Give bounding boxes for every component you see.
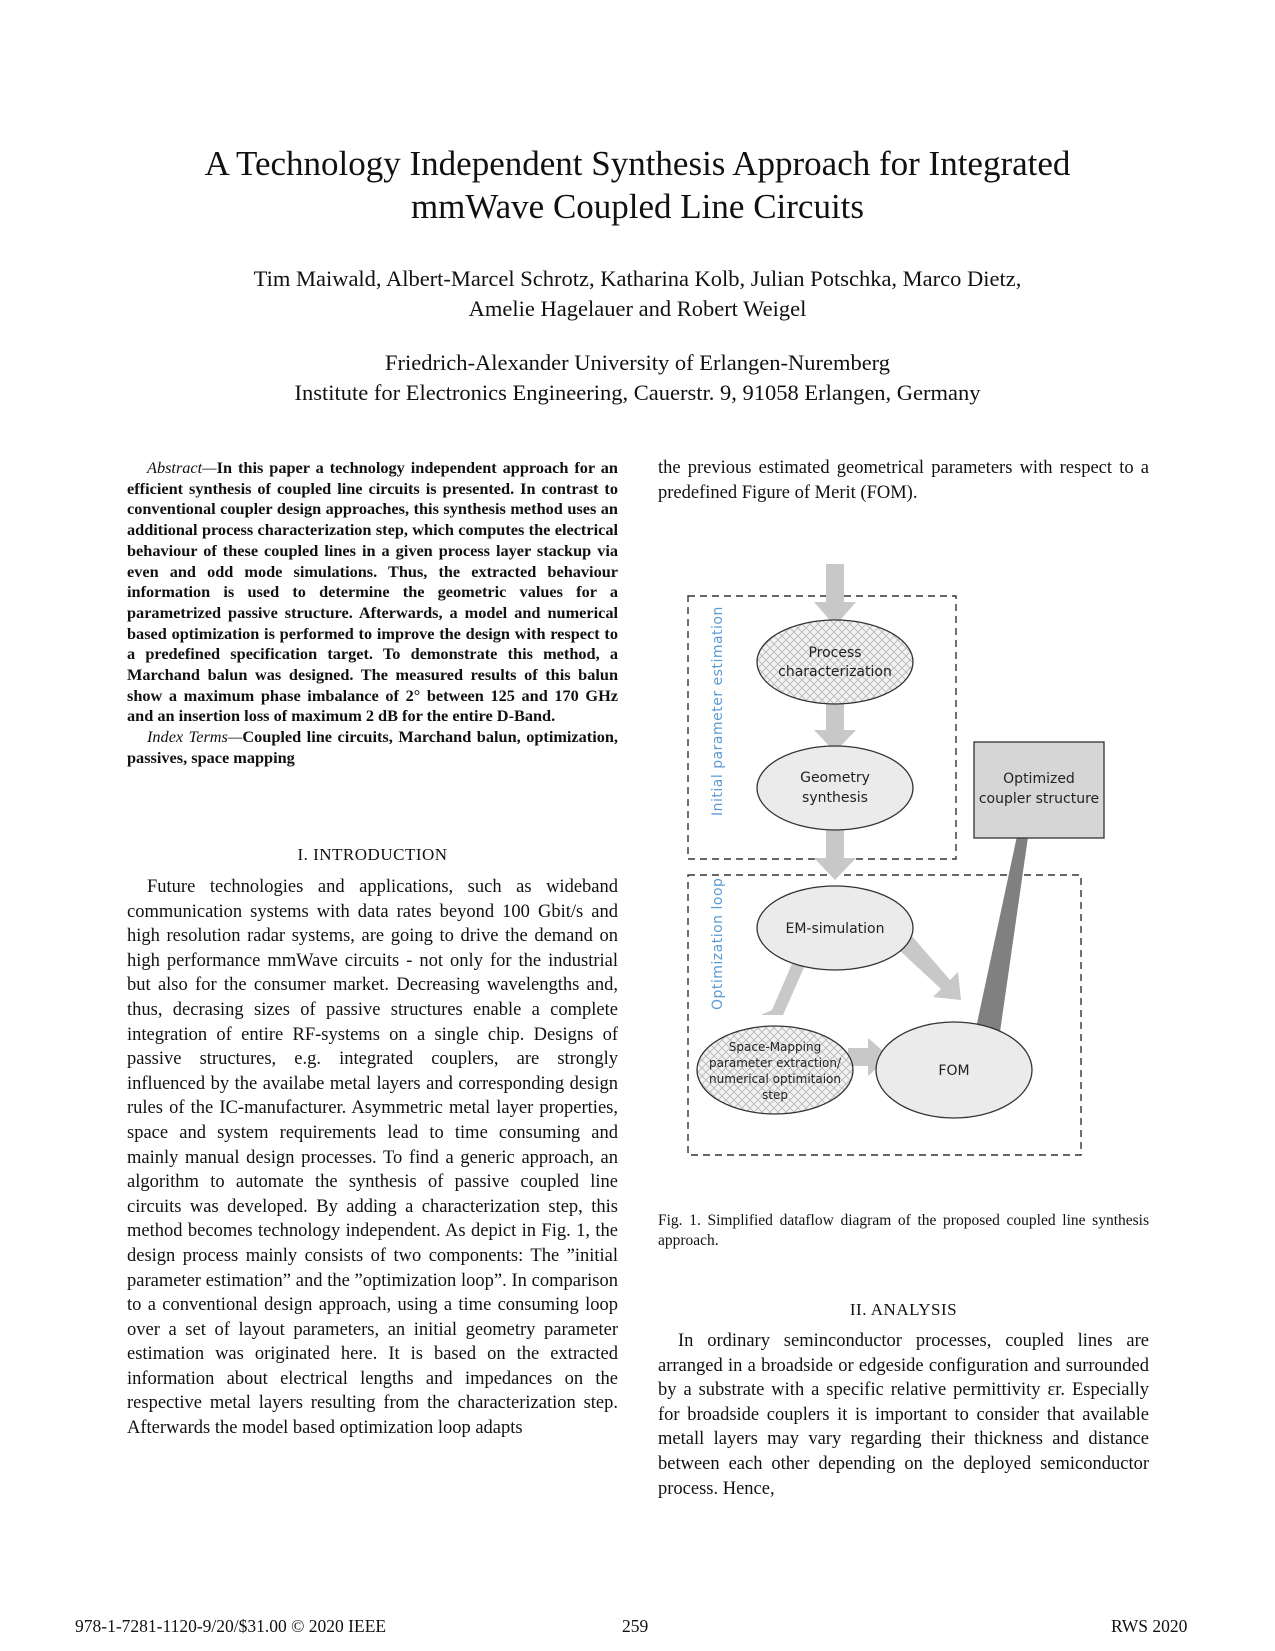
abstract-paragraph — [127, 458, 618, 727]
footer-page-number: 259 — [622, 1616, 649, 1636]
abstract-block — [127, 458, 618, 769]
section-2-body — [658, 1329, 1149, 1501]
authors-line-2: Amelie Hagelauer and Robert Weigel — [468, 296, 807, 321]
figure-1 — [658, 560, 1168, 1200]
geometry-label-1: Geometry — [800, 770, 870, 786]
space-mapping-label-1: Space-Mapping — [728, 1040, 822, 1054]
footer-isbn: 978-1-7281-1120-9/20/$31.00 © 2020 IEEE — [75, 1616, 387, 1636]
index-terms-paragraph — [127, 727, 618, 768]
geometry-to-em-arrow — [814, 828, 856, 880]
index-terms-label: Index Terms— — [147, 727, 243, 747]
authors-line-1: Tim Maiwald, Albert-Marcel Schrotz, Katharina Kolb, Julian Potschka, Marco Dietz, — [253, 266, 1022, 291]
initial-estimation-label: Initial parameter estimation — [710, 606, 726, 816]
geometry-synthesis-node — [757, 746, 913, 830]
section-2-heading: II. ANALYSIS — [849, 1300, 958, 1319]
optimized-structure-node — [974, 742, 1104, 838]
affiliation-line-2: Institute for Electronics Engineering, Cauerstr. 9, 91058 Erlangen, Germany — [294, 380, 981, 405]
author-list — [100, 264, 1175, 324]
footer-conference: RWS 2020 — [1111, 1616, 1188, 1636]
analysis-paragraph: In ordinary seminconductor processes, coupled lines are arranged in a broadside or edgeside configuration and surrounded by a substrate with a specific relative permittivity εr. Especially for broadside couplers it is important to consider that available metall layers may vary regarding their thickness and distance between each other depending on the deployed semiconductor process. Hence, — [658, 1331, 1149, 1499]
optimized-label-1: Optimized — [1003, 771, 1075, 787]
title-line-1: A Technology Independent Synthesis Approach for Integrated — [204, 144, 1071, 183]
affiliation-line-1: Friedrich-Alexander University of Erlangen-Nuremberg — [384, 350, 891, 375]
section-1-body — [127, 875, 618, 1441]
optimization-loop-label: Optimization loop — [710, 877, 726, 1010]
process-to-geometry-arrow — [814, 700, 856, 752]
space-mapping-label-4: step — [762, 1088, 788, 1102]
optimized-label-2: coupler structure — [978, 791, 1100, 807]
space-mapping-label-3: numerical optimitaion — [708, 1072, 842, 1086]
process-characterization-node — [757, 620, 913, 704]
paper-title — [100, 142, 1175, 228]
intro-paragraph: Future technologies and applications, such as wideband communication systems with data rates beyond 100 Gbit/s and high resolution radar systems, are going to drive the demand on high performance mmWave circuits - not only for the industrial but also for the consumer market. Decreasing wavelengths and, thus, decrasing sizes of passive structures enable a complete integration of entire RF-systems on a single chip. Designs of passive structures, e.g. integrated couplers, are strongly influenced by the availabe metal layers and corresponding design rules of the IC-manufacturer. Asymmetric metal layer properties, space and system requirements lead to time consuming and mainly manual design processes. To find a generic approach, an algorithm to automate the synthesis of passive coupled line circuits was developed. By adding a characterization step, this method becomes technology independent. As depict in Fig. 1, the design process mainly consists of two components: The ”initial parameter estimation” and the ”optimization loop”. In comparison to a conventional design approach, using a time consuming loop over a set of layout parameters, an initial geometry parameter estimation was originated here. It is based on the extracted information about electrical lengths and impedances on the respective metal layers resulting from the characterization step. Afterwards the model based optimization loop adapts — [127, 877, 618, 1439]
input-arrow — [814, 564, 856, 626]
index-terms-text: Coupled line circuits, Marchand balun, optimization, passives, space mapping — [127, 727, 619, 767]
geometry-label-2: synthesis — [802, 790, 868, 806]
dataflow-diagram — [658, 560, 1168, 1200]
process-label-1: Process — [808, 645, 862, 661]
title-line-2: mmWave Coupled Line Circuits — [410, 187, 865, 226]
abstract-text: In this paper a technology independent approach for an efficient synthesis of coupled line circuits is presented. In contrast to conventional coupler design approaches, this synthesis method uses an additional process characterization step, which computes the electrical behaviour of these coupled lines in a given process layer stackup via even and odd mode simulations. Thus, the extracted behaviour information is used to determine the geometric values for a parametrized passive structure. Afterwards, a model and numerical based optimization is performed to improve the design with respect to a predefined specification target. To demonstrate this method, a Marchand balun was designed. The measured results of this balun show a maximum phase imbalance of 2° between 125 and 170 GHz and an insertion loss of maximum 2 dB for the entire D-Band. — [127, 458, 618, 726]
section-1-continued — [658, 456, 1149, 505]
affiliation — [100, 348, 1175, 408]
fom-label: FOM — [938, 1063, 970, 1079]
section-1-heading: I. INTRODUCTION — [297, 845, 448, 864]
figure-1-caption: Fig. 1. Simplified dataflow diagram of the proposed coupled line synthesis approach. — [658, 1212, 1149, 1249]
intro-continued-paragraph: the previous estimated geometrical parameters with respect to a predefined Figure of Merit (FOM). — [658, 458, 1149, 503]
space-mapping-label-2: parameter extraction/ — [708, 1056, 842, 1070]
em-label: EM-simulation — [785, 921, 885, 937]
process-label-2: characterization — [778, 664, 892, 680]
abstract-label: Abstract— — [147, 458, 217, 477]
